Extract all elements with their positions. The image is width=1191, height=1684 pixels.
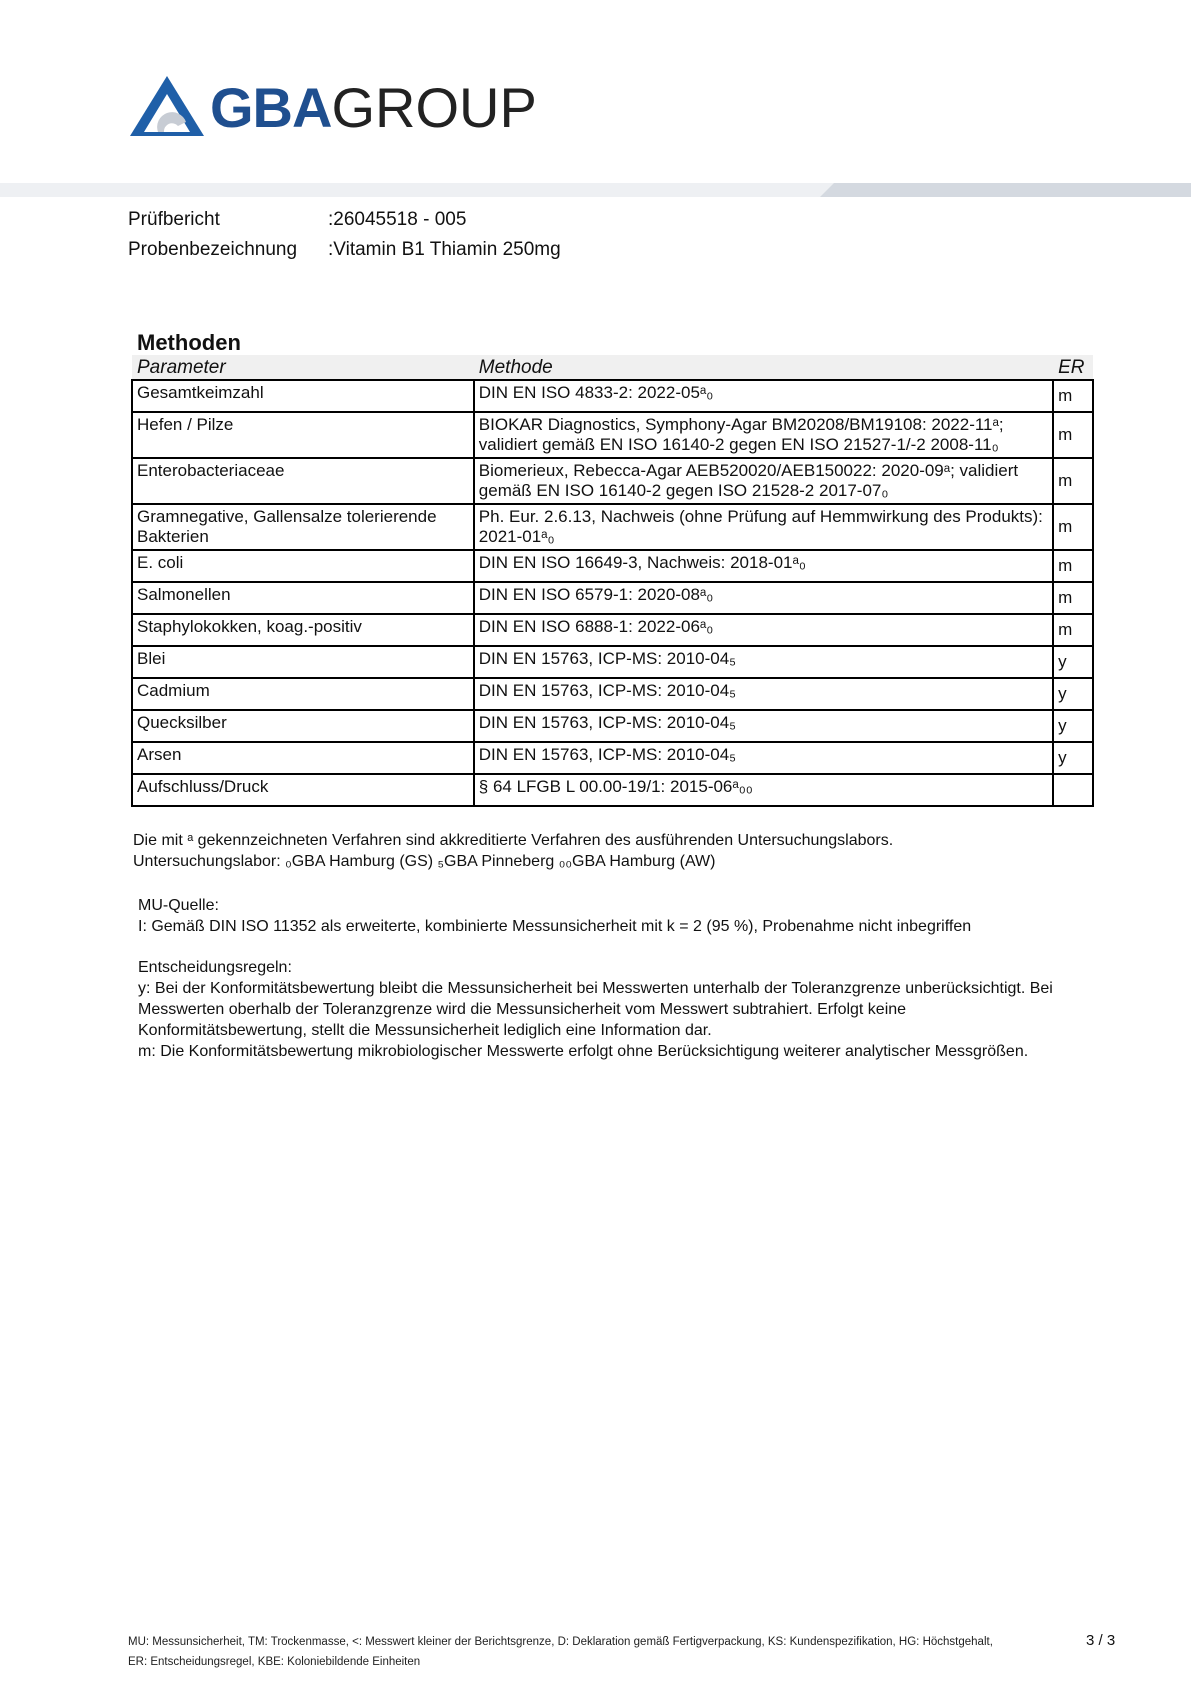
- footer-legend: [128, 1632, 1008, 1672]
- sample-name-value: :Vitamin B1 Thiamin 250mg: [328, 239, 561, 260]
- section-title: Methoden: [137, 330, 241, 355]
- table-row: [132, 614, 1093, 646]
- cell-method: DIN EN 15763, ICP-MS: 2010-04₅: [474, 710, 1053, 742]
- table-row: [132, 504, 1093, 550]
- cell-er: m: [1053, 550, 1093, 582]
- mu-text: I: Gemäß DIN ISO 11352 als erweiterte, kombinierte Messunsicherheit mit k = 2 (95 %), Probenahme nicht inbegriffen: [138, 918, 972, 935]
- cell-er: m: [1053, 458, 1093, 504]
- table-header: [132, 355, 1093, 380]
- page-number: 3 / 3: [1086, 1632, 1116, 1649]
- cell-method: BIOKAR Diagnostics, Symphony-Agar BM20208/BM19108: 2022-11ᵃ; validiert gemäß EN ISO 16140-2 gegen EN ISO 21527-1/-2 2008-11₀: [474, 412, 1053, 458]
- table-row: [132, 678, 1093, 710]
- table-row: [132, 582, 1093, 614]
- rules-title: Entscheidungsregeln:: [138, 959, 292, 976]
- header-er: ER: [1053, 355, 1093, 380]
- cell-method: Biomerieux, Rebecca-Agar AEB520020/AEB150022: 2020-09ᵃ; validiert gemäß EN ISO 16140-2 gegen ISO 21528-2 2017-07₀: [474, 458, 1053, 504]
- company-logo: [130, 76, 537, 140]
- report-number-value: :26045518 - 005: [328, 209, 467, 230]
- footer-line1: MU: Messunsicherheit, TM: Trockenmasse, <: Messwert kleiner der Berichtsgrenze, D: Deklaration gemäß Fertigverpackung, KS: Kundenspezifikation, HG: Höchstgehalt,: [128, 1636, 993, 1648]
- table-row: [132, 380, 1093, 412]
- accreditation-note: [133, 830, 893, 872]
- cell-method: DIN EN 15763, ICP-MS: 2010-04₅: [474, 646, 1053, 678]
- cell-parameter: Gesamtkeimzahl: [132, 380, 474, 412]
- gba-logo-icon: [130, 76, 204, 140]
- cell-parameter: E. coli: [132, 550, 474, 582]
- cell-er: m: [1053, 380, 1093, 412]
- mu-title: MU-Quelle:: [138, 897, 219, 914]
- cell-parameter: Blei: [132, 646, 474, 678]
- cell-method: DIN EN ISO 4833-2: 2022-05ᵃ₀: [474, 380, 1053, 412]
- cell-parameter: Cadmium: [132, 678, 474, 710]
- cell-er: m: [1053, 582, 1093, 614]
- rules-y-line2: Messwerten oberhalb der Toleranzgrenze wird die Messunsicherheit vom Messwert subtrahiert. Erfolgt keine: [138, 1001, 907, 1018]
- cell-parameter: Enterobacteriaceae: [132, 458, 474, 504]
- cell-er: m: [1053, 412, 1093, 458]
- cell-er: y: [1053, 710, 1093, 742]
- cell-parameter: Hefen / Pilze: [132, 412, 474, 458]
- report-number-label: Prüfbericht: [128, 209, 220, 230]
- logo-wordmark: GBAGROUP: [210, 76, 537, 139]
- cell-parameter: Arsen: [132, 742, 474, 774]
- header-method: Methode: [474, 355, 1053, 380]
- table-row: [132, 774, 1093, 806]
- cell-parameter: Aufschluss/Druck: [132, 774, 474, 806]
- rules-m: m: Die Konformitätsbewertung mikrobiologischer Messwerte erfolgt ohne Berücksichtigung weiterer analytischer Messgrößen.: [138, 1043, 1029, 1060]
- rules-y-line3: Konformitätsbewertung, stellt die Messunsicherheit lediglich eine Information dar.: [138, 1022, 712, 1039]
- cell-method: DIN EN 15763, ICP-MS: 2010-04₅: [474, 678, 1053, 710]
- cell-parameter: Staphylokokken, koag.-positiv: [132, 614, 474, 646]
- cell-parameter: Quecksilber: [132, 710, 474, 742]
- cell-method: DIN EN ISO 6579-1: 2020-08ᵃ₀: [474, 582, 1053, 614]
- table-row: [132, 742, 1093, 774]
- cell-method: DIN EN 15763, ICP-MS: 2010-04₅: [474, 742, 1053, 774]
- cell-er: m: [1053, 504, 1093, 550]
- accredited-text: Die mit ᵃ gekennzeichneten Verfahren sind akkreditierte Verfahren des ausführenden Untersuchungslabors.: [133, 832, 894, 849]
- table-row: [132, 710, 1093, 742]
- cell-method: DIN EN ISO 6888-1: 2022-06ᵃ₀: [474, 614, 1053, 646]
- table-row: [132, 550, 1093, 582]
- rules-y-line1: y: Bei der Konformitätsbewertung bleibt die Messunsicherheit bei Messwerten unterhalb der Toleranzgrenze unberücksichtigt. Bei: [138, 980, 1053, 997]
- cell-er: m: [1053, 614, 1093, 646]
- cell-er: y: [1053, 678, 1093, 710]
- footer-line2: ER: Entscheidungsregel, KBE: Koloniebildende Einheiten: [128, 1656, 421, 1668]
- cell-parameter: Gramnegative, Gallensalze tolerierende Bakterien: [132, 504, 474, 550]
- mu-source-note: [138, 895, 971, 937]
- cell-method: Ph. Eur. 2.6.13, Nachweis (ohne Prüfung auf Hemmwirkung des Produkts): 2021-01ᵃ₀: [474, 504, 1053, 550]
- cell-method: § 64 LFGB L 00.00-19/1: 2015-06ᵃ₀₀: [474, 774, 1053, 806]
- decision-rules-note: [138, 957, 1053, 1062]
- cell-er: y: [1053, 646, 1093, 678]
- sample-name-label: Probenbezeichnung: [128, 239, 298, 260]
- table-row: [132, 646, 1093, 678]
- table-row: [132, 412, 1093, 458]
- labs-text: Untersuchungslabor: ₀GBA Hamburg (GS) ₅GBA Pinneberg ₀₀GBA Hamburg (AW): [133, 853, 716, 870]
- cell-method: DIN EN ISO 16649-3, Nachweis: 2018-01ᵃ₀: [474, 550, 1053, 582]
- cell-er: [1053, 774, 1093, 806]
- methods-table: [131, 355, 1094, 807]
- header-parameter: Parameter: [132, 355, 474, 380]
- cell-er: y: [1053, 742, 1093, 774]
- cell-parameter: Salmonellen: [132, 582, 474, 614]
- header-divider: [0, 183, 1191, 197]
- table-row: [132, 458, 1093, 504]
